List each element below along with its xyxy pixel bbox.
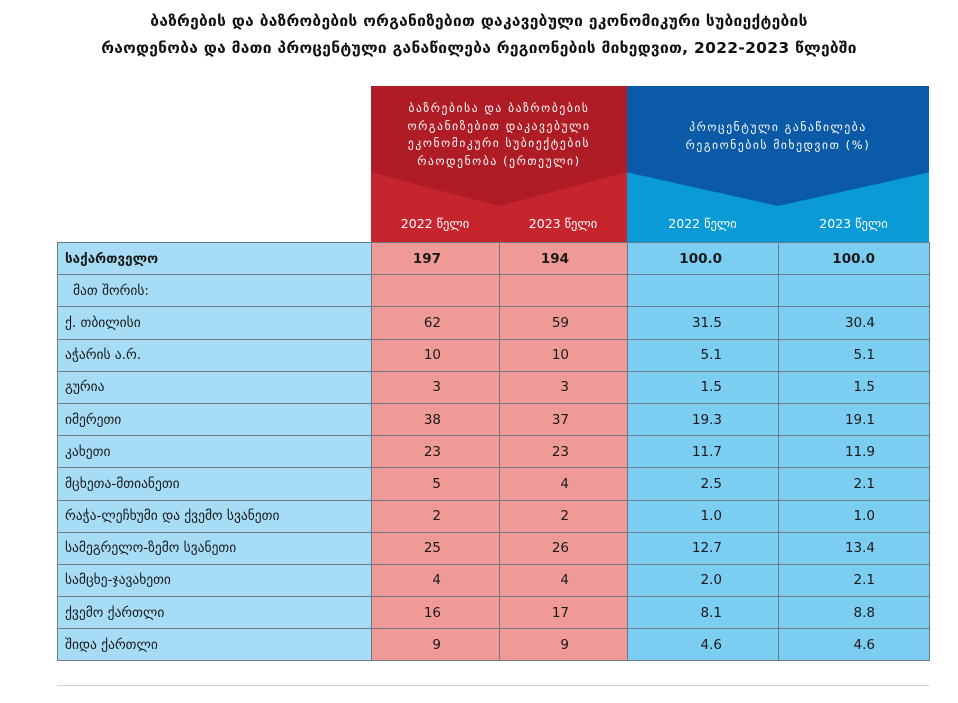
pct-2022-cell: 2.0 — [628, 564, 779, 596]
region-label-cell: აჭარის ა.რ. — [58, 339, 372, 371]
count-2022-cell: 62 — [372, 307, 500, 339]
pct-2023-cell: 1.5 — [779, 371, 930, 403]
pct-group-header — [627, 86, 929, 242]
table-row-total — [58, 243, 930, 275]
count-2023-cell: 3 — [500, 371, 628, 403]
table-row — [58, 339, 930, 371]
table-row — [58, 597, 930, 629]
table-row — [58, 307, 930, 339]
count-2023-cell: 37 — [500, 403, 628, 435]
pct-2023-cell: 5.1 — [779, 339, 930, 371]
count-2022-cell: 4 — [372, 564, 500, 596]
count-2023-cell — [500, 275, 628, 307]
region-label-cell: ქვემო ქართლი — [58, 597, 372, 629]
pct-2022-cell: 1.5 — [628, 371, 779, 403]
region-label-cell: სამეგრელო-ზემო სვანეთი — [58, 532, 372, 564]
count-2022-cell — [372, 275, 500, 307]
count-2022-cell: 9 — [372, 629, 500, 661]
region-label-cell: სამცხე-ჯავახეთი — [58, 564, 372, 596]
data-table — [57, 242, 930, 661]
year-header-count-2023: 2023 წელი — [528, 216, 598, 231]
count-2022-cell: 10 — [372, 339, 500, 371]
pct-2022-cell: 11.7 — [628, 436, 779, 468]
year-header-pct-2023: 2023 წელი — [819, 216, 888, 231]
year-header-count-2022: 2022 წელი — [400, 216, 470, 231]
pct-group-title — [627, 119, 929, 154]
pct-group-title-line: პროცენტული განაწილება — [689, 120, 867, 134]
region-label-cell: მცხეთა-მთიანეთი — [58, 468, 372, 500]
region-label-cell: რაჭა-ლეჩხუმი და ქვემო სვანეთი — [58, 500, 372, 532]
bottom-divider — [57, 685, 929, 686]
table-row — [58, 564, 930, 596]
table-row — [58, 403, 930, 435]
count-2023-cell: 17 — [500, 597, 628, 629]
pct-2023-cell — [779, 275, 930, 307]
count-group-header — [371, 86, 627, 242]
pct-2022-cell: 2.5 — [628, 468, 779, 500]
count-2022-cell: 16 — [372, 597, 500, 629]
count-2022-cell: 197 — [372, 243, 500, 275]
count-2023-cell: 4 — [500, 564, 628, 596]
title-line-2: რაოდენობა და მათი პროცენტული განაწილება რეგიონების მიხედვით, 2022-2023 წლებში — [101, 39, 857, 57]
region-label-cell: საქართველო — [58, 243, 372, 275]
pct-2023-cell: 1.0 — [779, 500, 930, 532]
pct-2023-cell: 19.1 — [779, 403, 930, 435]
table-row — [58, 500, 930, 532]
count-group-title-line: ეკონომიკური სუბიექტების — [407, 136, 591, 150]
count-2023-cell: 26 — [500, 532, 628, 564]
pct-2023-cell: 100.0 — [779, 243, 930, 275]
region-label-cell: იმერეთი — [58, 403, 372, 435]
count-2023-cell: 2 — [500, 500, 628, 532]
region-label-cell: გურია — [58, 371, 372, 403]
pct-2023-cell: 2.1 — [779, 468, 930, 500]
pct-2022-cell: 8.1 — [628, 597, 779, 629]
table-row — [58, 371, 930, 403]
title-line-1: ბაზრების და ბაზრობების ორგანიზებით დაკავებული ეკონომიკური სუბიექტების — [150, 12, 808, 30]
pct-2023-cell: 30.4 — [779, 307, 930, 339]
count-2022-cell: 2 — [372, 500, 500, 532]
pct-2022-cell: 4.6 — [628, 629, 779, 661]
page-title — [0, 8, 958, 62]
year-header-pct-2022: 2022 წელი — [668, 216, 737, 231]
count-2022-cell: 5 — [372, 468, 500, 500]
pct-2022-cell — [628, 275, 779, 307]
region-label-cell: კახეთი — [58, 436, 372, 468]
pct-2023-cell: 11.9 — [779, 436, 930, 468]
count-2022-cell: 23 — [372, 436, 500, 468]
pct-2023-cell: 4.6 — [779, 629, 930, 661]
pct-2022-cell: 12.7 — [628, 532, 779, 564]
pct-2023-cell: 13.4 — [779, 532, 930, 564]
pct-2022-cell: 1.0 — [628, 500, 779, 532]
region-label-cell: მათ შორის: — [58, 275, 372, 307]
count-group-title — [371, 100, 627, 170]
count-2022-cell: 38 — [372, 403, 500, 435]
table-row — [58, 629, 930, 661]
count-2022-cell: 3 — [372, 371, 500, 403]
region-label-cell: შიდა ქართლი — [58, 629, 372, 661]
table-row — [58, 468, 930, 500]
pct-2022-cell: 100.0 — [628, 243, 779, 275]
count-group-title-line: რაოდენობა (ერთეული) — [417, 153, 581, 168]
count-2023-cell: 4 — [500, 468, 628, 500]
pct-2022-cell: 31.5 — [628, 307, 779, 339]
table-row — [58, 436, 930, 468]
count-2022-cell: 25 — [372, 532, 500, 564]
pct-2022-cell: 19.3 — [628, 403, 779, 435]
region-label-cell: ქ. თბილისი — [58, 307, 372, 339]
table-row — [58, 275, 930, 307]
count-group-title-line: ორგანიზებით დაკავებული — [407, 118, 591, 133]
pct-2022-cell: 5.1 — [628, 339, 779, 371]
count-2023-cell: 10 — [500, 339, 628, 371]
table-row — [58, 532, 930, 564]
pct-2023-cell: 2.1 — [779, 564, 930, 596]
count-2023-cell: 9 — [500, 629, 628, 661]
count-2023-cell: 23 — [500, 436, 628, 468]
count-group-title-line: ბაზრებისა და ბაზრობების — [408, 101, 590, 115]
pct-group-title-line: რეგიონების მიხედვით (%) — [685, 137, 871, 152]
count-2023-cell: 194 — [500, 243, 628, 275]
count-2023-cell: 59 — [500, 307, 628, 339]
pct-2023-cell: 8.8 — [779, 597, 930, 629]
